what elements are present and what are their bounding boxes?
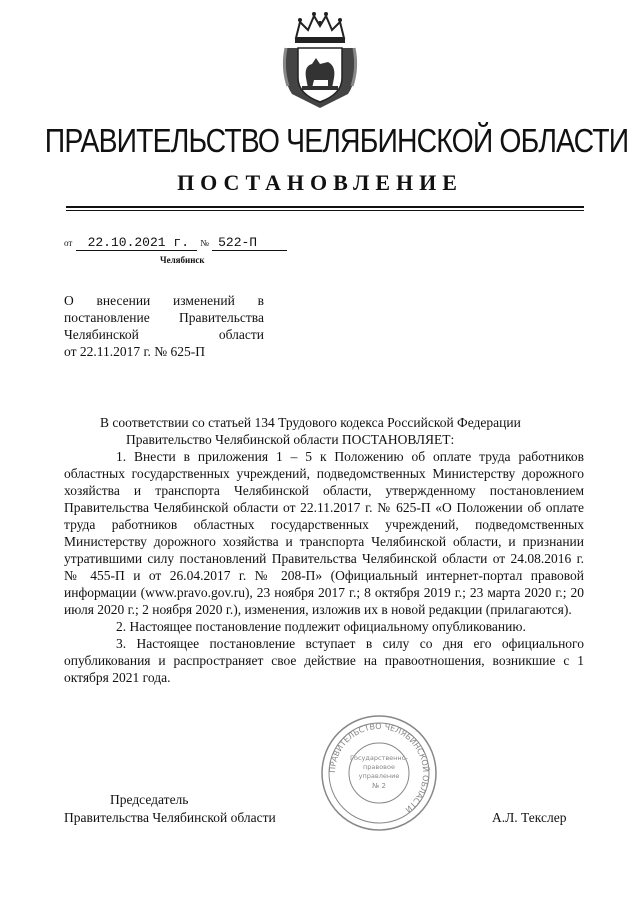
preamble-text: В соответствии со статьей 134 Трудового кодекса Российской Федерации — [100, 415, 521, 430]
document-body — [64, 414, 584, 686]
resolution-phrase: Правительство Челябинской области ПОСТАНОВЛЯЕТ: — [126, 432, 455, 447]
document-date: 22.10.2021 г. — [76, 235, 197, 251]
subject-line: О внесении изменений в — [64, 293, 264, 308]
subject-line: постановление Правительства — [64, 310, 264, 325]
official-seal-stamp — [318, 712, 440, 834]
government-title: ПРАВИТЕЛЬСТВО ЧЕЛЯБИНСКОЙ ОБЛАСТИ — [44, 122, 629, 159]
body-item: 3. Настоящее постановление вступает в силу со дня его официального опубликования и распространяет свое действие на правоотношения, возникшие с 1 октября 2021 года. — [64, 636, 584, 685]
document-subject — [64, 292, 264, 360]
registration-line — [64, 234, 287, 251]
signer-name: А.Л. Текслер — [492, 810, 567, 825]
header-divider — [66, 206, 584, 211]
coat-of-arms-emblem — [278, 8, 362, 112]
seal-center-text: правовое — [363, 763, 395, 771]
seal-center-text: № 2 — [372, 782, 386, 790]
body-item: 2. Настоящее постановление подлежит официальному опубликованию. — [116, 619, 526, 634]
seal-ring-text: ПРАВИТЕЛЬСТВО ЧЕЛЯБИНСКОЙ ОБЛАСТИ — [327, 721, 431, 815]
seal-center-text: управление — [358, 772, 400, 780]
seal-center-text: Государственно- — [350, 754, 408, 762]
body-item: 1. Внести в приложения 1 – 5 к Положению об оплате труда работников областных государственных учреждений, подведомственных Министерству дорожного хозяйства и транспорта Челябинской области, утвержденному постановлением Правительства Челябинской области от 22.11.2017 г. № 625-П «О Положении об оплате труда работников областных государственных учреждений, подведомственных Министерству дорожного хозяйства и транспорта Челябинской области, и признании утратившими силу постановлений Правительства Челябинской области от 24.08.2016 г. № 455-П и от 26.04.2017 г. № 208-П» (Официальный интернет-портал правовой информации (www.pravo.gov.ru), 23 ноября 2017 г.; 8 октября 2019 г.; 23 марта 2020 г.; 20 июля 2020 г.; 2 ноября 2020 г.), изменения, изложив их в новой редакции (прилагаются). — [64, 449, 584, 617]
date-prefix-label: от — [64, 238, 73, 248]
number-prefix-label: № — [200, 238, 209, 248]
signer-organization: Правительства Челябинской области — [64, 810, 276, 825]
document-number: 522-П — [212, 235, 287, 251]
subject-line: Челябинской области — [64, 327, 264, 342]
document-type-title: ПОСТАНОВЛЕНИЕ — [177, 170, 463, 195]
subject-line: от 22.11.2017 г. № 625-П — [64, 344, 205, 359]
signer-title: Председатель — [110, 792, 189, 807]
document-city: Челябинск — [160, 255, 205, 265]
